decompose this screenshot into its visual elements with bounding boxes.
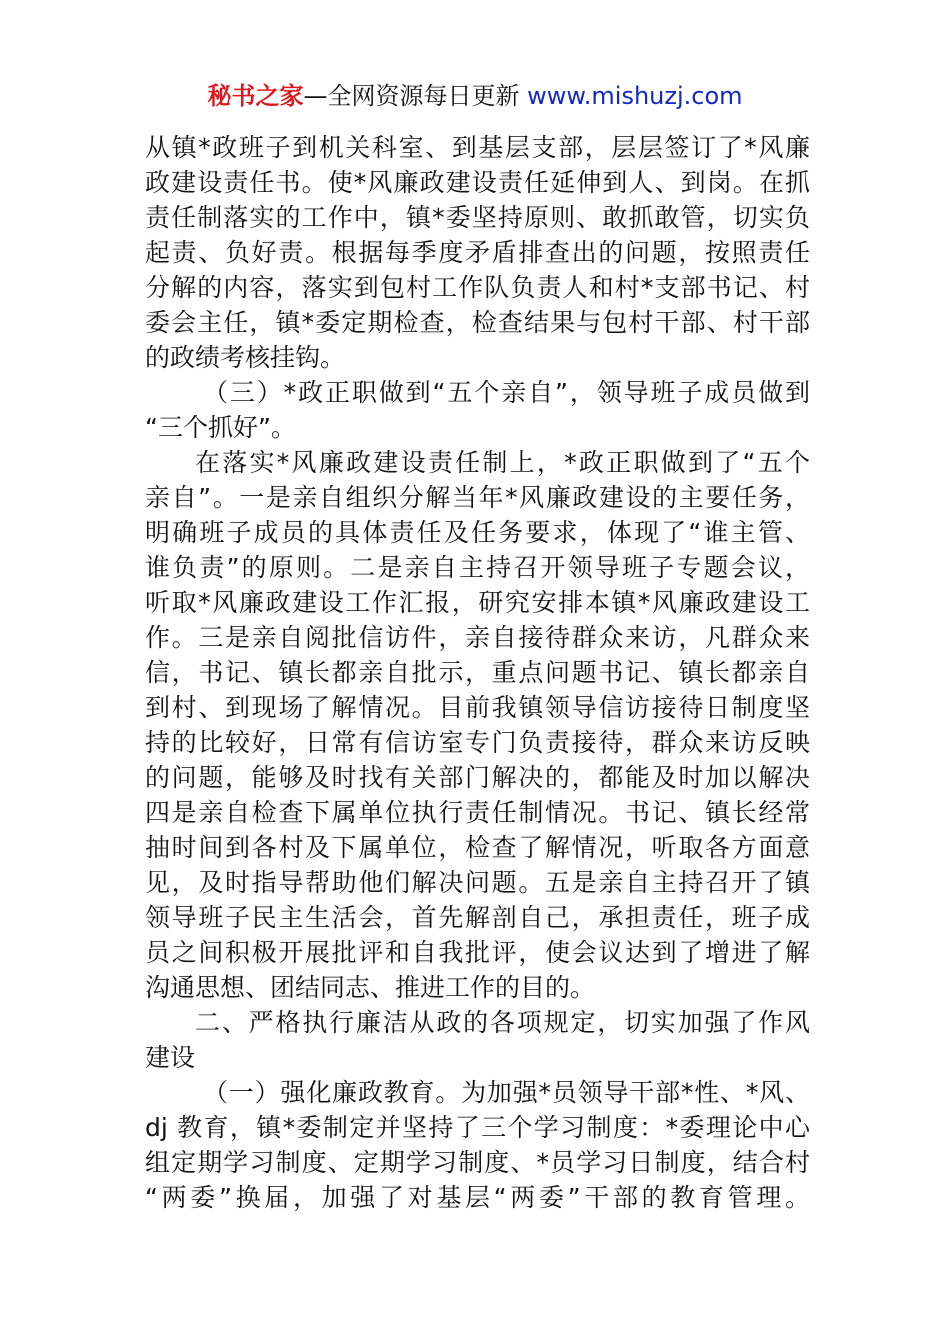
text-line: 的问题，能够及时找有关部门解决的，都能及时加以解决 (145, 763, 810, 792)
paragraph-start: 在落实*风廉政建设责任制上，*政正职做到了“五个 (195, 448, 810, 477)
text-line: 到村、到现场了解情况。目前我镇领导信访接待日制度坚 (145, 693, 810, 722)
section-heading-cont: 建设 (145, 1043, 196, 1072)
text-line: 的政绩考核挂钩。 (145, 343, 346, 372)
text-line: 明确班子成员的具体责任及任务要求，体现了“谁主管、 (145, 518, 810, 547)
text-line: 谁负责”的原则。二是亲自主持召开领导班子专题会议， (145, 553, 810, 582)
text-line: 沟通思想、团结同志、推进工作的目的。 (145, 973, 596, 1002)
section-heading-cont: “三个抓好”。 (145, 413, 296, 442)
text-line: 亲自”。一是亲自组织分解当年*风廉政建设的主要任务， (145, 483, 810, 512)
text-line: 从镇*政班子到机关科室、到基层支部，层层签订了*风廉 (145, 133, 810, 162)
text-line: 持的比较好，日常有信访室专门负责接待，群众来访反映 (145, 728, 810, 757)
text-line: 信，书记、镇长都亲自批示，重点问题书记、镇长都亲自 (145, 658, 810, 687)
text-line: 委会主任，镇*委定期检查，检查结果与包村干部、村干部 (145, 308, 810, 337)
section-heading: （三）*政正职做到“五个亲自”，领导班子成员做到 (203, 378, 810, 407)
paragraph-start: （一）强化廉政教育。为加强*员领导干部*性、*风、 (203, 1078, 810, 1107)
text-line: 分解的内容，落实到包村工作队负责人和村*支部书记、村 (145, 273, 810, 302)
text-line: 责任制落实的工作中，镇*委坚持原则、敢抓敢管，切实负 (145, 203, 810, 232)
website-url[interactable]: www.mishuzj.com (527, 82, 743, 110)
text-line: 抽时间到各村及下属单位，检查了解情况，听取各方面意 (145, 833, 810, 862)
header-tagline: —全网资源每日更新 (303, 82, 520, 110)
text-line: 组定期学习制度、定期学习制度、*员学习日制度，结合村 (145, 1148, 810, 1177)
text-line: 四是亲自检查下属单位执行责任制情况。书记、镇长经常 (145, 798, 810, 827)
text-line: “两委”换届，加强了对基层“两委”干部的教育管理。 (145, 1183, 810, 1212)
text-line: 领导班子民主生活会，首先解剖自己，承担责任，班子成 (145, 903, 810, 932)
page-header (0, 80, 950, 112)
section-heading: 二、严格执行廉洁从政的各项规定，切实加强了作风 (195, 1008, 810, 1037)
document-body (145, 130, 810, 1215)
text-line: 员之间积极开展批评和自我批评，使会议达到了增进了解 (145, 938, 810, 967)
brand-name: 秘书之家 (207, 82, 304, 110)
text-line: 见，及时指导帮助他们解决问题。五是亲自主持召开了镇 (145, 868, 810, 897)
text-line: dj 教育，镇*委制定并坚持了三个学习制度：*委理论中心 (145, 1113, 810, 1142)
text-line: 起责、负好责。根据每季度矛盾排查出的问题，按照责任 (145, 238, 810, 267)
text-line: 政建设责任书。使*风廉政建设责任延伸到人、到岗。在抓 (145, 168, 810, 197)
text-line: 作。三是亲自阅批信访件，亲自接待群众来访，凡群众来 (145, 623, 810, 652)
text-line: 听取*风廉政建设工作汇报，研究安排本镇*风廉政建设工 (145, 588, 810, 617)
